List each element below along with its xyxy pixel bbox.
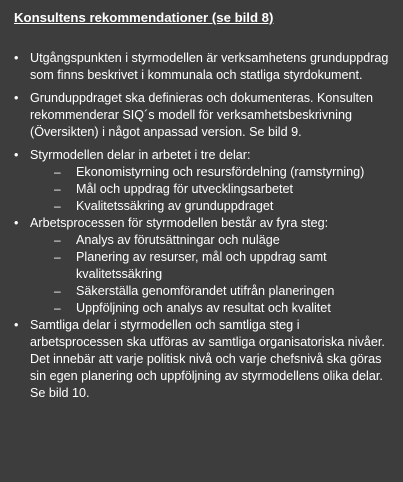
sub-list-item	[14, 300, 393, 317]
list-item	[14, 147, 393, 164]
sub-list-item	[14, 164, 393, 181]
list-item	[14, 50, 393, 84]
sub-list-item-text: Mål och uppdrag för utvecklingsarbetet	[76, 182, 294, 196]
dash-icon: –	[54, 182, 61, 196]
list-item-text: Utgångspunkten i styrmodellen är verksamhetens grunduppdrag som finns beskrivet i kommunala och statliga styrdokument.	[30, 51, 389, 82]
sub-list-item	[14, 249, 393, 283]
bullet-icon: •	[14, 318, 19, 332]
list-item-text: Grunduppdraget ska definieras och dokumenteras. Konsulten rekommenderar SIQ´s modell för verksamhetsbeskrivning (Översikten) i något anpassad version. Se bild 9.	[30, 91, 374, 139]
sub-list-item-text: Planering av resurser, mål och uppdrag samt kvalitetssäkring	[76, 250, 327, 281]
bullet-list	[14, 50, 393, 402]
sub-list-item	[14, 283, 393, 300]
dash-icon: –	[54, 165, 61, 179]
list-item	[14, 215, 393, 232]
sub-list-item-text: Ekonomistyrning och resursfördelning (ramstyrning)	[76, 165, 365, 179]
list-item-text: Samtliga delar i styrmodellen och samtliga steg i arbetsprocessen ska utföras av samtliga organisatoriska nivåer. Det innebär att varje politisk nivå och varje chefsnivå ska göras sin egen planering och uppföljning av styrmodellens olika delar. Se bild 10.	[30, 318, 385, 400]
bullet-icon: •	[14, 91, 19, 105]
sub-list-item-text: Analys av förutsättningar och nuläge	[76, 233, 280, 247]
dash-icon: –	[54, 233, 61, 247]
list-item	[14, 317, 393, 402]
sub-list-item-text: Uppföljning och analys av resultat och kvalitet	[76, 301, 331, 315]
dash-icon: –	[54, 250, 61, 264]
list-item-text: Styrmodellen delar in arbetet i tre delar:	[30, 148, 251, 162]
bullet-icon: •	[14, 51, 19, 65]
sub-list-item-text: Kvalitetssäkring av grunduppdraget	[76, 199, 274, 213]
dash-icon: –	[54, 301, 61, 315]
sub-list-item-text: Säkerställa genomförandet utifrån planeringen	[76, 284, 335, 298]
dash-icon: –	[54, 199, 61, 213]
list-item	[14, 90, 393, 141]
sub-list-item	[14, 232, 393, 249]
slide-title: Konsultens rekommendationer (se bild 8)	[14, 10, 274, 25]
sub-list-item	[14, 181, 393, 198]
dash-icon: –	[54, 284, 61, 298]
bullet-icon: •	[14, 148, 19, 162]
bullet-icon: •	[14, 216, 19, 230]
sub-list-item	[14, 198, 393, 215]
list-item-text: Arbetsprocessen för styrmodellen består av fyra steg:	[30, 216, 329, 230]
